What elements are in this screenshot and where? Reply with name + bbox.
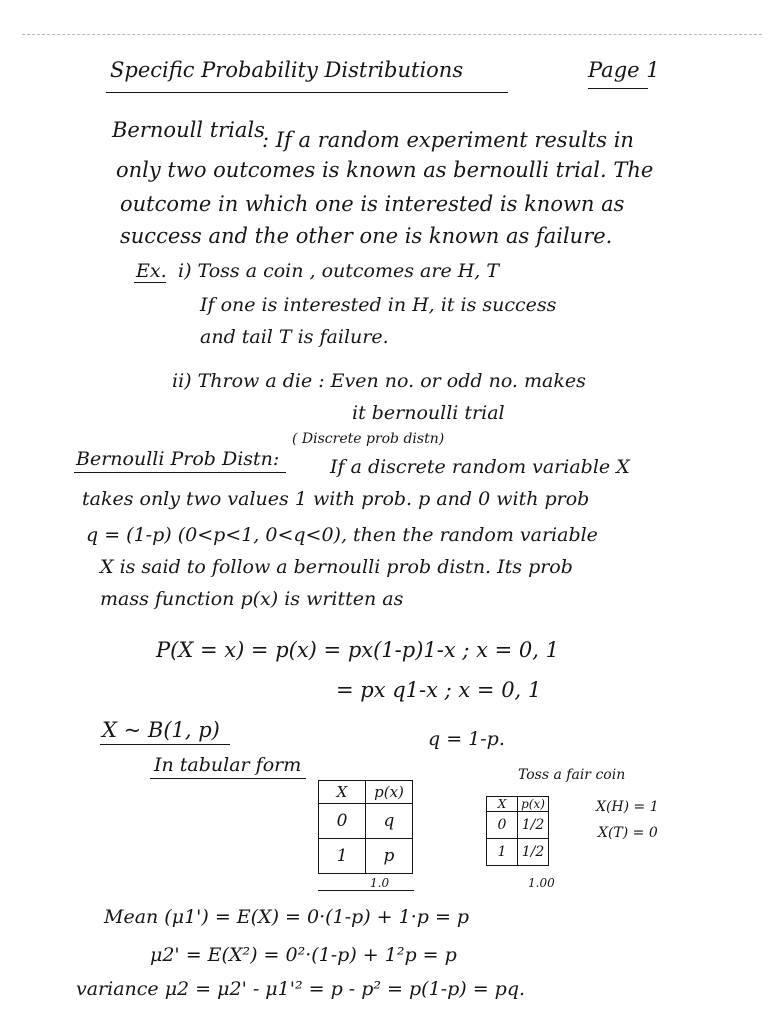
table-header-x: X xyxy=(319,781,366,804)
examples-underline xyxy=(134,282,166,283)
dist-line-2: takes only two values 1 with prob. p and 0 with prob xyxy=(82,488,590,510)
pmf-equation-1: P(X = x) = p(x) = px(1-p)1-x ; x = 0, 1 xyxy=(156,638,559,662)
coin-map-tails: X(T) = 0 xyxy=(598,825,658,841)
table-cell: 0 xyxy=(487,812,518,839)
coin-title: Toss a fair coin xyxy=(518,767,626,783)
table-cell: 1 xyxy=(319,839,366,874)
coin-table xyxy=(486,796,549,866)
table-cell: q xyxy=(366,804,413,839)
page-number: Page 1 xyxy=(588,58,660,82)
table-cell: p xyxy=(366,839,413,874)
dist-line-1: If a discrete random variable X xyxy=(330,456,630,478)
discrete-note: ( Discrete prob distn) xyxy=(292,431,445,447)
dist-line-5: mass function p(x) is written as xyxy=(100,588,404,610)
table-total-line xyxy=(318,890,414,891)
example-1-line-2: If one is interested in H, it is success xyxy=(200,294,557,316)
coin-header-x: X xyxy=(487,797,518,812)
trials-line-3: outcome in which one is interested is known as xyxy=(120,192,625,216)
bernoulli-table xyxy=(318,780,413,874)
page-number-underline xyxy=(588,88,648,89)
page-title: Specific Probability Distributions xyxy=(110,58,464,82)
table-cell: 1/2 xyxy=(518,839,549,866)
coin-map-heads: X(H) = 1 xyxy=(596,799,659,815)
table-total: 1.0 xyxy=(370,876,390,890)
tabular-underline xyxy=(150,778,306,779)
examples-label: Ex. xyxy=(136,260,167,282)
pmf-equation-2: = px q1-x ; x = 0, 1 xyxy=(336,678,542,702)
table-header-px: p(x) xyxy=(366,781,413,804)
tabular-heading: In tabular form xyxy=(154,754,302,776)
table-cell: 1 xyxy=(487,839,518,866)
binomial-notation: X ~ B(1, p) xyxy=(102,718,220,742)
table-cell: 1/2 xyxy=(518,812,549,839)
notation-underline xyxy=(100,744,230,745)
example-1-line-1: i) Toss a coin , outcomes are H, T xyxy=(178,260,500,282)
q-definition: q = 1-p. xyxy=(428,728,505,750)
mean-equation: Mean (μ1') = E(X) = 0·(1-p) + 1·p = p xyxy=(104,906,470,928)
variance-equation: variance μ2 = μ2' - μ1'² = p - p² = p(1-p) = pq. xyxy=(76,978,526,1000)
bernoulli-trials-term: Bernoull trials xyxy=(112,118,265,142)
second-moment-equation: μ2' = E(X²) = 0²·(1-p) + 1²p = p xyxy=(150,944,457,966)
table-cell: 0 xyxy=(319,804,366,839)
dist-line-3: q = (1-p) (0<p<1, 0<q<0), then the random variable xyxy=(86,524,598,546)
trials-line-1: : If a random experiment results in xyxy=(262,128,634,152)
page-top-border xyxy=(22,34,762,35)
example-1-line-3: and tail T is failure. xyxy=(200,326,389,348)
bernoulli-dist-heading: Bernoulli Prob Distn: xyxy=(76,448,280,470)
example-2-line-1: ii) Throw a die : Even no. or odd no. makes xyxy=(172,370,586,392)
title-underline xyxy=(106,92,508,93)
coin-header-px: p(x) xyxy=(518,797,549,812)
trials-line-2: only two outcomes is known as bernoulli trial. The xyxy=(116,158,654,182)
coin-total: 1.00 xyxy=(528,876,555,890)
trials-line-4: success and the other one is known as failure. xyxy=(120,224,613,248)
example-2-line-2: it bernoulli trial xyxy=(352,402,505,424)
dist-heading-underline xyxy=(74,472,286,473)
dist-line-4: X is said to follow a bernoulli prob distn. Its prob xyxy=(100,556,573,578)
